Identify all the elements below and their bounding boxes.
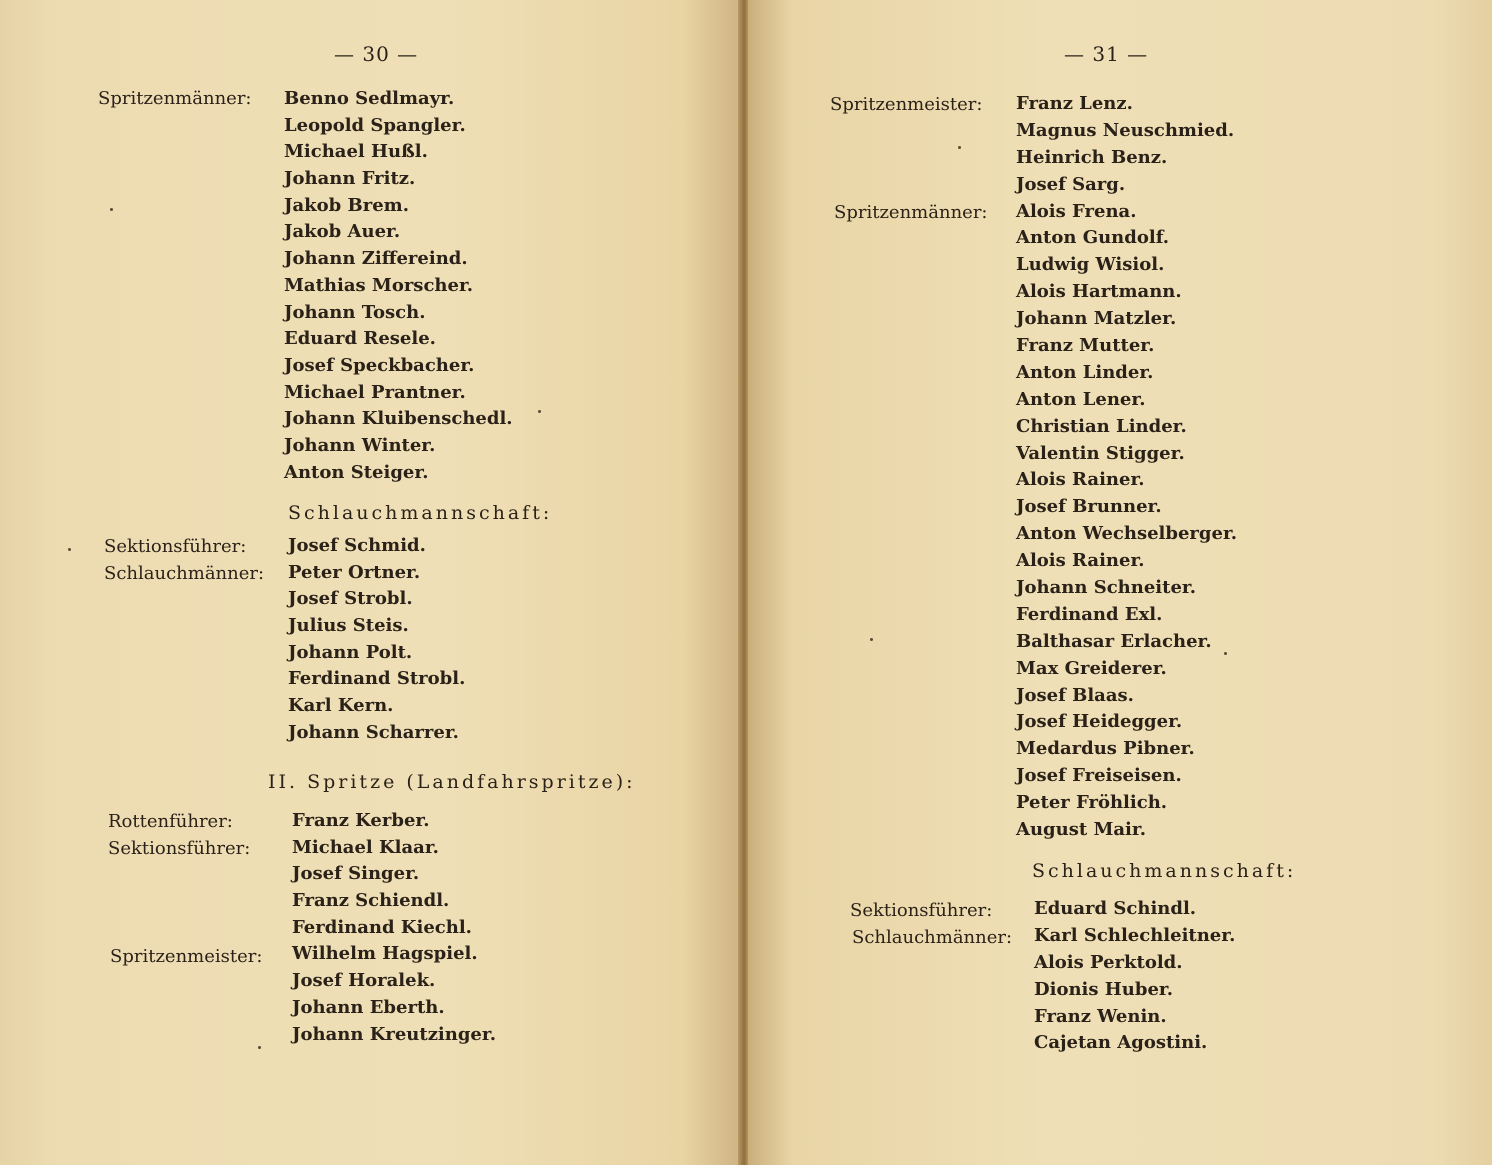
page-number: — 31 — (1064, 42, 1149, 66)
name-entry: Eduard Schindl. (1034, 898, 1197, 919)
name-entry: Eduard Resele. (284, 328, 436, 350)
name-entry: Johann Eberth. (292, 996, 445, 1018)
name-list-spritzenmannschaft (1016, 91, 1237, 844)
role-label-spritzenmeister: Spritzenmeister: (830, 94, 983, 115)
name-entry: Peter Fröhlich. (1016, 792, 1168, 814)
name-entry: Anton Gundolf. (1016, 227, 1170, 249)
paper-speck (1224, 652, 1227, 655)
name-entry: Franz Wenin. (1034, 1005, 1167, 1027)
name-entry: Medardus Pibner. (1016, 738, 1195, 760)
name-entry: Anton Wechselberger. (1016, 523, 1238, 545)
name-entry: Anton Steiger. (284, 461, 429, 483)
name-entry: Balthasar Erlacher. (1016, 630, 1212, 652)
name-entry: Mathias Morscher. (284, 274, 474, 296)
left-page (0, 0, 742, 1165)
name-entry: Alois Rainer. (1016, 469, 1145, 491)
role-label-rottenfuehrer: Rottenführer: (108, 811, 233, 832)
name-entry: Ferdinand Strobl. (288, 668, 466, 690)
name-entry: Franz Mutter. (1016, 335, 1155, 357)
name-entry: Franz Kerber. (292, 810, 430, 831)
name-entry: Peter Ortner. (288, 561, 421, 583)
name-entry: Josef Horalek. (292, 970, 436, 992)
name-entry: Josef Schmid. (288, 535, 426, 556)
name-entry: Franz Lenz. (1016, 93, 1133, 114)
name-entry: Jakob Brem. (284, 194, 409, 216)
name-entry: Ferdinand Exl. (1016, 603, 1163, 625)
name-entry: Ludwig Wisiol. (1016, 254, 1165, 276)
name-entry: Alois Hartmann. (1016, 281, 1182, 303)
name-list-schlauchmannschaft (288, 533, 465, 747)
name-entry: Johann Matzler. (1016, 308, 1177, 330)
name-entry: Anton Lener. (1016, 388, 1146, 410)
name-entry: Josef Heidegger. (1016, 711, 1183, 733)
name-entry: Magnus Neuschmied. (1016, 119, 1235, 141)
name-entry: Dionis Huber. (1034, 978, 1174, 1000)
name-entry: Alois Perktold. (1034, 951, 1183, 973)
paper-speck (258, 1046, 261, 1049)
page-number: — 30 — (334, 42, 419, 66)
name-entry: Julius Steis. (288, 615, 409, 637)
role-label-sektionsfuehrer-2: Sektionsführer: (108, 838, 251, 859)
role-label-sektionsfuehrer: Sektionsführer: (104, 536, 247, 557)
name-entry: Johann Polt. (288, 641, 413, 663)
paper-speck (68, 548, 71, 551)
name-entry: Johann Fritz. (284, 168, 416, 190)
name-list-spritzenmaenner (284, 86, 513, 486)
role-label-spritzenmeister: Spritzenmeister: (110, 946, 263, 967)
name-entry: Johann Schneiter. (1016, 577, 1196, 599)
name-entry: Karl Kern. (288, 695, 394, 717)
section-heading-spritze-2: II. Spritze (Landfahrspritze): (268, 771, 636, 793)
paper-speck (110, 208, 113, 211)
name-entry: Johann Kreutzinger. (292, 1023, 496, 1045)
name-entry: Josef Sarg. (1016, 173, 1126, 195)
role-label-spritzenmaenner: Spritzenmänner: (834, 202, 988, 223)
name-entry: Karl Schlechleitner. (1034, 924, 1236, 946)
name-entry: Johann Tosch. (284, 301, 426, 323)
name-entry: Jakob Auer. (284, 221, 401, 243)
role-label-schlauchmaenner: Schlauchmänner: (104, 563, 265, 584)
name-entry: Anton Linder. (1016, 361, 1154, 383)
role-label-sektionsfuehrer: Sektionsführer: (850, 900, 993, 921)
name-entry: Johann Ziffereind. (284, 248, 468, 270)
paper-speck (958, 146, 961, 149)
name-entry: Max Greiderer. (1016, 657, 1167, 679)
name-entry: Cajetan Agostini. (1034, 1032, 1208, 1054)
name-entry: Heinrich Benz. (1016, 146, 1168, 168)
name-entry: Franz Schiendl. (292, 890, 450, 912)
name-entry: Johann Kluibenschedl. (284, 408, 513, 430)
name-entry: Josef Brunner. (1016, 496, 1162, 518)
name-entry: Michael Prantner. (284, 381, 466, 403)
name-entry: Christian Linder. (1016, 415, 1187, 437)
name-list-schlauchmannschaft (1034, 896, 1235, 1057)
name-entry: August Mair. (1016, 819, 1146, 841)
section-heading-schlauchmannschaft: Schlauchmannschaft: (288, 502, 553, 524)
name-entry: Josef Speckbacher. (284, 354, 475, 376)
name-entry: Leopold Spangler. (284, 114, 466, 136)
name-entry: Michael Klaar. (292, 836, 439, 858)
name-entry: Ferdinand Kiechl. (292, 916, 472, 938)
name-entry: Michael Hußl. (284, 141, 428, 163)
name-entry: Josef Singer. (292, 863, 420, 885)
name-list-spritze-2 (292, 808, 496, 1048)
name-entry: Alois Frena. (1016, 200, 1137, 222)
name-entry: Benno Sedlmayr. (284, 88, 455, 109)
role-label-schlauchmaenner: Schlauchmänner: (852, 927, 1013, 948)
name-entry: Josef Freiseisen. (1016, 765, 1182, 787)
name-entry: Valentin Stigger. (1016, 442, 1185, 464)
name-entry: Wilhelm Hagspiel. (292, 943, 478, 965)
name-entry: Alois Rainer. (1016, 550, 1145, 572)
section-heading-schlauchmannschaft: Schlauchmannschaft: (1032, 860, 1297, 882)
name-entry: Josef Strobl. (288, 588, 413, 610)
name-entry: Johann Winter. (284, 434, 436, 456)
paper-speck (538, 410, 541, 413)
name-entry: Johann Scharrer. (288, 721, 459, 743)
right-page (748, 0, 1492, 1165)
name-entry: Josef Blaas. (1016, 684, 1134, 706)
role-label-spritzenmaenner: Spritzenmänner: (98, 88, 252, 109)
paper-speck (870, 638, 873, 641)
